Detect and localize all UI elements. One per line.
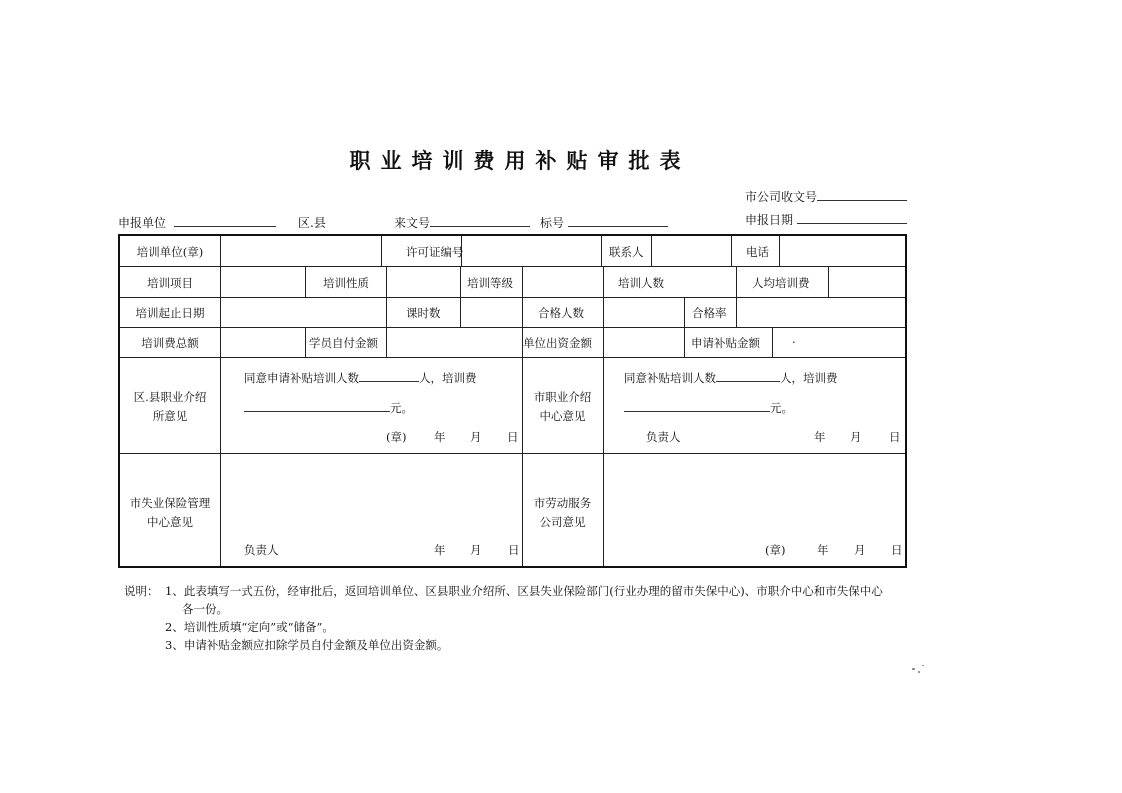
district-stamp: (章)	[386, 430, 407, 444]
district-employment-opinion-label	[120, 388, 220, 426]
col-divider	[828, 266, 829, 297]
unemployment-label-line2: 中心意见	[147, 515, 193, 529]
stray-mark: ·	[792, 335, 796, 349]
receipt-no-field	[745, 188, 907, 205]
unemployment-person-in-charge: 负责人	[244, 543, 279, 557]
col-divider	[736, 266, 737, 297]
col-divider	[381, 236, 382, 266]
city-agree-count-line	[624, 370, 838, 386]
col-divider	[651, 236, 652, 266]
license-no-label: 许可证编号	[406, 245, 464, 259]
training-unit-label: 培训单位(章)	[136, 245, 204, 259]
district-agree-text: 同意申请补贴培训人数	[244, 371, 359, 385]
apply-unit-field	[118, 214, 276, 231]
district-fee-text: 人，培训费	[419, 371, 477, 385]
total-fee-label: 培训费总额	[141, 336, 199, 350]
training-count-label: 培训人数	[618, 276, 664, 290]
note-item-2: 2、培训性质填“定向”或“储备”。	[165, 620, 334, 634]
city-agree-text: 同意补贴培训人数	[624, 371, 716, 385]
col-divider	[603, 357, 604, 566]
labor-service-label-line2: 公司意见	[539, 515, 586, 529]
row-divider	[120, 453, 905, 454]
subsidy-label: 申请补贴金额	[691, 336, 760, 350]
col-divider	[220, 236, 221, 266]
row-divider	[120, 297, 905, 298]
scan-speck	[922, 665, 924, 666]
unemployment-year: 年	[434, 543, 446, 557]
district-day: 日	[507, 430, 519, 444]
district-label: 区.县	[298, 216, 326, 230]
unemployment-month: 月	[470, 543, 482, 557]
training-level-label: 培训等级	[467, 276, 513, 290]
col-divider	[601, 236, 602, 266]
mark-no-label: 标号	[540, 216, 565, 230]
col-divider	[522, 297, 523, 327]
col-divider	[522, 266, 523, 297]
city-month: 月	[850, 430, 862, 444]
district-agree-count-line	[244, 370, 477, 386]
labor-service-month: 月	[854, 543, 866, 557]
mark-no-field	[540, 214, 668, 231]
district-count-blank	[359, 370, 419, 382]
district-employment-label-line1: 区.县职业介绍	[133, 390, 207, 404]
approval-form-table	[118, 234, 907, 568]
col-divider	[220, 266, 221, 297]
col-divider	[220, 297, 221, 327]
col-divider	[305, 266, 306, 297]
col-divider	[386, 297, 387, 327]
city-employment-label-line2: 中心意见	[539, 409, 586, 423]
row-divider	[120, 266, 905, 267]
apply-date-field	[745, 211, 907, 228]
unemployment-day: 日	[508, 543, 520, 557]
note-item-1-line-2: 各一份。	[182, 602, 228, 616]
per-capita-fee-label: 人均培训费	[752, 276, 810, 290]
labor-service-year: 年	[817, 543, 829, 557]
col-divider	[684, 297, 685, 327]
col-divider	[220, 327, 221, 357]
unemployment-insurance-opinion-label	[120, 494, 220, 532]
col-divider	[779, 236, 780, 266]
col-divider	[603, 327, 604, 357]
col-divider	[731, 236, 732, 266]
col-divider	[305, 327, 306, 357]
doc-no-line	[430, 215, 530, 227]
district-month: 月	[470, 430, 482, 444]
labor-service-stamp: (章)	[765, 543, 786, 557]
col-divider	[460, 266, 461, 297]
note-item-1-line-1: 1、此表填写一式五份，经审批后，返回培训单位、区县职业介绍所、区县失业保险部门(行业办理的留市失保中心)、市职介中心和市失保中心	[165, 584, 883, 598]
apply-unit-label: 申报单位	[118, 216, 167, 230]
training-nature-label: 培训性质	[323, 276, 369, 290]
city-count-blank	[716, 370, 780, 382]
city-employment-label-line1: 市职业介绍	[533, 390, 592, 404]
city-person-in-charge: 负责人	[646, 430, 681, 444]
phone-label: 电话	[746, 245, 769, 259]
unit-paid-label: 单位出资金额	[523, 336, 592, 350]
scan-speck	[912, 668, 915, 670]
labor-service-label-line1: 市劳动服务	[533, 496, 592, 510]
qualified-count-label: 合格人数	[538, 306, 584, 320]
district-fee-blank	[244, 400, 390, 412]
receipt-no-label: 市公司收文号	[745, 190, 818, 204]
district-employment-label-line2: 所意见	[152, 409, 188, 423]
doc-no-field	[394, 214, 530, 231]
apply-date-line	[797, 212, 907, 224]
city-fee-line	[624, 400, 793, 416]
row-divider	[120, 357, 905, 358]
city-day: 日	[889, 430, 901, 444]
mark-no-line	[568, 215, 668, 227]
col-divider	[460, 297, 461, 327]
col-divider	[603, 297, 604, 327]
contact-label: 联系人	[609, 245, 644, 259]
district-fee-line	[244, 400, 413, 416]
col-divider	[736, 297, 737, 327]
city-fee-text: 人，培训费	[780, 371, 838, 385]
receipt-no-line	[817, 189, 907, 201]
city-employment-opinion-label	[522, 388, 603, 426]
city-fee-blank	[624, 400, 770, 412]
scan-speck	[918, 671, 920, 673]
col-divider	[772, 327, 773, 357]
notes-prefix: 说明：	[124, 584, 159, 598]
city-year: 年	[814, 430, 826, 444]
row-divider	[120, 327, 905, 328]
col-divider	[603, 266, 604, 297]
unemployment-label-line1: 市失业保险管理	[129, 496, 211, 510]
col-divider	[684, 327, 685, 357]
labor-service-day: 日	[891, 543, 903, 557]
self-paid-label: 学员自付金额	[309, 336, 378, 350]
doc-no-label: 来文号	[394, 216, 431, 230]
apply-unit-line	[174, 215, 276, 227]
col-divider	[386, 266, 387, 297]
pass-rate-label: 合格率	[692, 306, 727, 320]
district-year: 年	[434, 430, 446, 444]
labor-service-opinion-label	[522, 494, 603, 532]
note-item-3: 3、申请补贴金额应扣除学员自付金额及单位出资金额。	[165, 638, 449, 652]
col-divider	[220, 357, 221, 566]
class-hours-label: 课时数	[406, 306, 441, 320]
form-title: 职业培训费用补贴审批表	[349, 149, 691, 173]
col-divider	[386, 327, 387, 357]
district-yuan-text: 元。	[390, 401, 413, 415]
city-yuan-text: 元。	[770, 401, 793, 415]
apply-date-label: 申报日期	[745, 213, 794, 227]
training-project-label: 培训项目	[147, 276, 193, 290]
training-dates-label: 培训起止日期	[135, 306, 205, 320]
